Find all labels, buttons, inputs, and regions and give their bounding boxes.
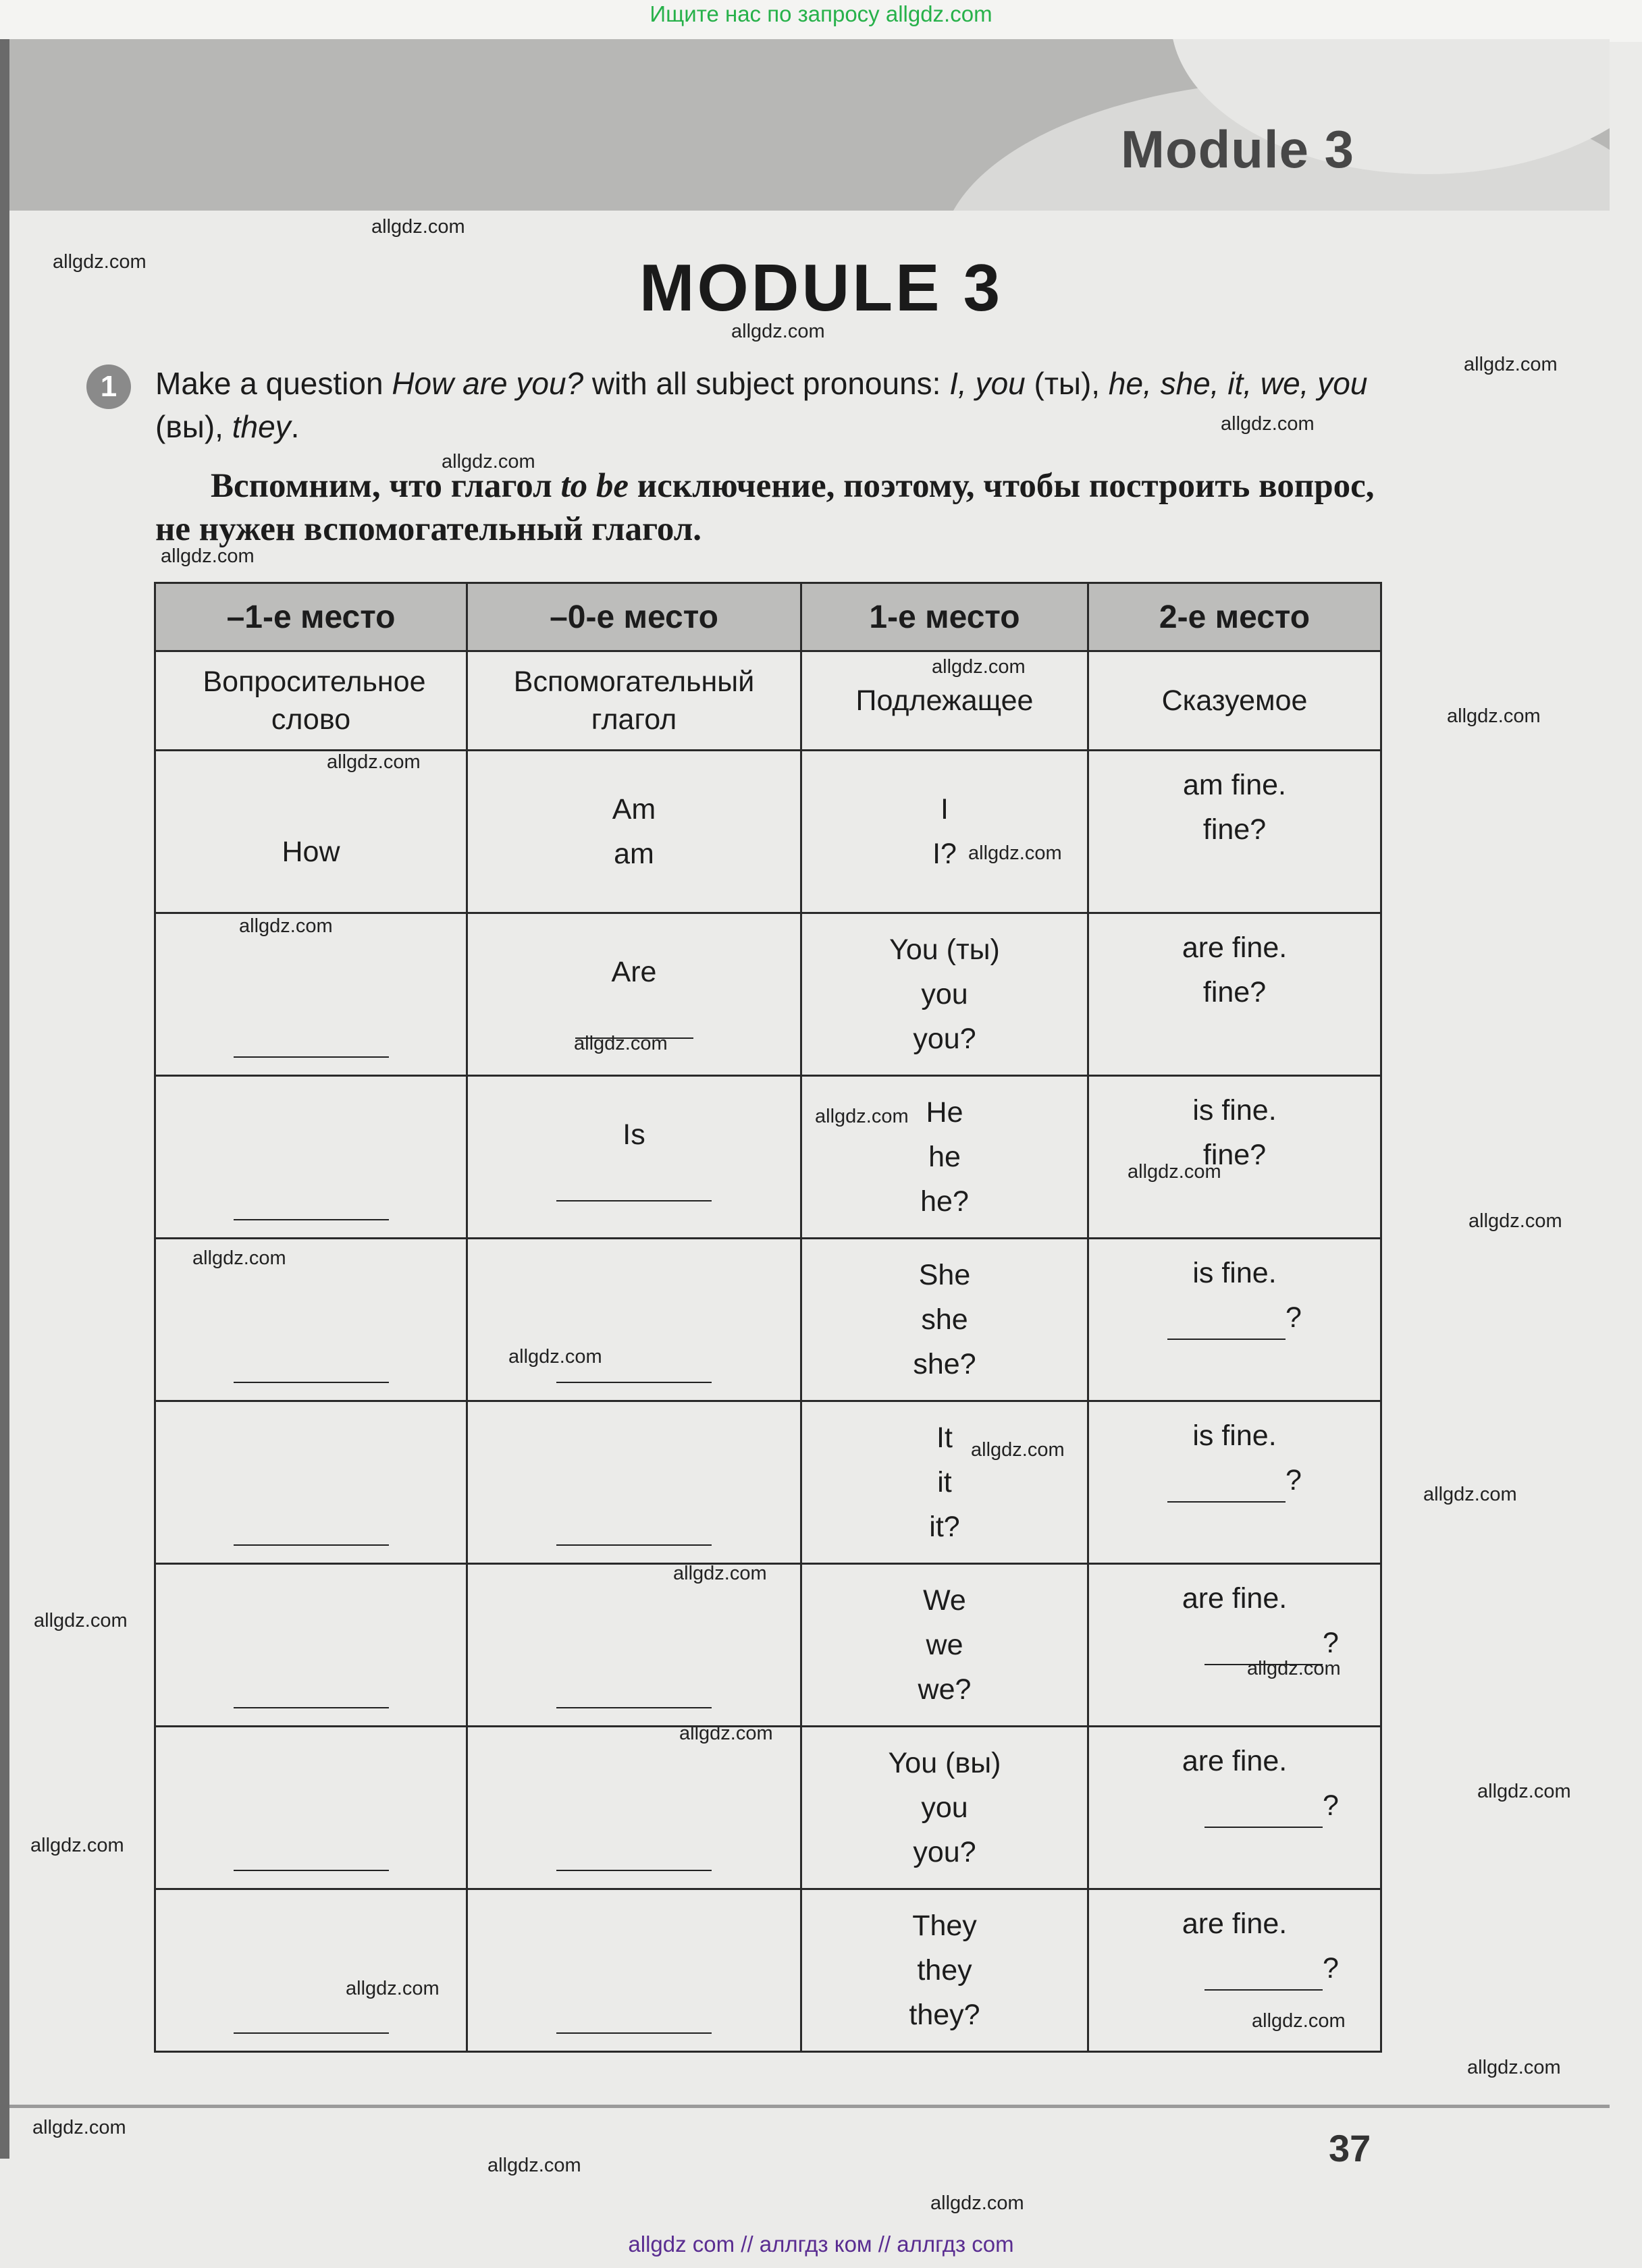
table-subheader-cell bbox=[155, 651, 467, 751]
page-title: MODULE 3 bbox=[639, 250, 1003, 325]
question-word-cell bbox=[155, 1564, 467, 1727]
answer-blank[interactable] bbox=[234, 1519, 389, 1546]
watermark: allgdz.com bbox=[1128, 1161, 1221, 1183]
answer-blank[interactable] bbox=[234, 1193, 389, 1220]
predicate-cell bbox=[1088, 1727, 1381, 1889]
answer-blank[interactable] bbox=[1167, 1476, 1286, 1503]
watermark: allgdz.com bbox=[1467, 2057, 1561, 2078]
predicate-word: are fine. bbox=[1182, 1908, 1288, 1940]
predicate-word: are fine. bbox=[1182, 932, 1288, 964]
task-text-italic: he, she, it, we, you bbox=[1108, 366, 1368, 401]
predicate-cell bbox=[1088, 1889, 1381, 2052]
watermark: allgdz.com bbox=[371, 216, 465, 238]
table-row bbox=[155, 1727, 1381, 1889]
question-word: How bbox=[282, 836, 340, 868]
subject-word: we? bbox=[918, 1673, 972, 1706]
subject-cell bbox=[801, 1564, 1088, 1727]
watermark: allgdz.com bbox=[346, 1978, 440, 1999]
predicate-word: ? bbox=[1286, 1301, 1302, 1334]
predicate-word: ? bbox=[1323, 1627, 1339, 1659]
task-number-badge: 1 bbox=[86, 364, 131, 409]
predicate-cell bbox=[1088, 913, 1381, 1076]
auxiliary-word: Is bbox=[623, 1118, 645, 1151]
table-row bbox=[155, 913, 1381, 1076]
answer-blank[interactable] bbox=[1204, 1638, 1323, 1665]
watermark: allgdz.com bbox=[731, 321, 825, 342]
module-badge: Module 3 bbox=[1121, 119, 1355, 179]
note-text: исключение, поэтому, чтобы построить вопрос, не нужен вспомогательный глагол. bbox=[155, 467, 1375, 548]
predicate-word: ? bbox=[1323, 1952, 1339, 1985]
predicate-word: is fine. bbox=[1192, 1420, 1277, 1452]
word-order-table bbox=[154, 582, 1382, 2053]
subject-word: he bbox=[928, 1141, 961, 1173]
predicate-word: fine? bbox=[1202, 976, 1267, 1008]
subject-word: I bbox=[941, 793, 949, 826]
subject-word: you bbox=[921, 1791, 968, 1824]
question-word-cell bbox=[155, 1076, 467, 1239]
subject-cell bbox=[801, 1727, 1088, 1889]
page-edge-shadow bbox=[0, 39, 9, 2159]
watermark: allgdz.com bbox=[508, 1346, 602, 1368]
table-subheader-cell: Подлежащее bbox=[801, 651, 1088, 751]
answer-blank[interactable] bbox=[556, 1844, 712, 1871]
predicate-word: is fine. bbox=[1192, 1094, 1277, 1127]
predicate-word: are fine. bbox=[1182, 1745, 1288, 1777]
top-site-note[interactable]: Ищите нас по запросу allgdz.com bbox=[650, 1, 992, 26]
watermark: allgdz.com bbox=[30, 1835, 124, 1856]
answer-blank[interactable] bbox=[1204, 1964, 1323, 1991]
task-text: Make a question bbox=[155, 366, 392, 401]
subject-word: You (ты) bbox=[889, 934, 1000, 966]
auxiliary-cell bbox=[467, 1401, 801, 1564]
predicate-word: ? bbox=[1286, 1464, 1302, 1496]
subject-cell bbox=[801, 1076, 1088, 1239]
answer-blank[interactable] bbox=[556, 1174, 712, 1202]
watermark: allgdz.com bbox=[574, 1033, 668, 1054]
watermark: allgdz.com bbox=[1468, 1210, 1562, 1232]
answer-blank[interactable] bbox=[234, 1681, 389, 1708]
subject-word: I? bbox=[932, 838, 957, 870]
watermark: allgdz.com bbox=[161, 545, 255, 567]
table-row bbox=[155, 1564, 1381, 1727]
predicate-cell bbox=[1088, 1076, 1381, 1239]
watermark: allgdz.com bbox=[239, 915, 333, 937]
subject-word: She bbox=[918, 1259, 971, 1291]
table-subheader-row bbox=[155, 651, 1381, 751]
watermark: allgdz.com bbox=[32, 2117, 126, 2138]
watermark: allgdz.com bbox=[1252, 2010, 1346, 2032]
subject-cell bbox=[801, 1889, 1088, 2052]
answer-blank[interactable] bbox=[234, 2007, 389, 2034]
answer-blank[interactable] bbox=[556, 2007, 712, 2034]
subject-word: they bbox=[917, 1954, 972, 1987]
answer-blank[interactable] bbox=[556, 1681, 712, 1708]
subject-word: they? bbox=[909, 1999, 980, 2031]
auxiliary-word: Am bbox=[612, 793, 656, 826]
table-row bbox=[155, 1239, 1381, 1401]
task-instruction bbox=[155, 362, 1384, 448]
table-header-cell: –1-е место bbox=[155, 583, 467, 651]
task-text-italic: they bbox=[232, 409, 291, 444]
answer-blank[interactable] bbox=[234, 1356, 389, 1383]
watermark: allgdz.com bbox=[930, 2192, 1024, 2214]
page-number: 37 bbox=[1329, 2127, 1371, 2169]
predicate-word: fine? bbox=[1202, 813, 1267, 846]
predicate-cell bbox=[1088, 1401, 1381, 1564]
auxiliary-word: Are bbox=[611, 956, 657, 988]
predicate-word: fine? bbox=[1202, 1139, 1267, 1171]
module-header-band bbox=[9, 39, 1610, 211]
question-word-cell bbox=[155, 1239, 467, 1401]
subject-cell bbox=[801, 1239, 1088, 1401]
subheader-text: Вопросительное слово bbox=[203, 666, 426, 736]
subject-word: she? bbox=[913, 1348, 976, 1380]
watermark: allgdz.com bbox=[1247, 1658, 1341, 1679]
table-row bbox=[155, 1889, 1381, 2052]
answer-blank[interactable] bbox=[575, 1012, 693, 1039]
task-text: (вы), bbox=[155, 409, 232, 444]
watermark: allgdz.com bbox=[53, 251, 147, 273]
auxiliary-cell bbox=[467, 1727, 801, 1889]
watermark: allgdz.com bbox=[34, 1610, 128, 1631]
subject-word: he? bbox=[920, 1185, 969, 1218]
watermark: allgdz.com bbox=[968, 842, 1062, 864]
question-word-cell bbox=[155, 1889, 467, 2052]
watermark: allgdz.com bbox=[679, 1723, 773, 1744]
auxiliary-cell bbox=[467, 1564, 801, 1727]
subject-word: she bbox=[921, 1303, 968, 1336]
footer-rule bbox=[9, 2105, 1610, 2108]
table-row bbox=[155, 751, 1381, 913]
answer-blank[interactable] bbox=[1204, 1801, 1323, 1828]
watermark: allgdz.com bbox=[1423, 1484, 1517, 1505]
table-subheader-cell: Сказуемое bbox=[1088, 651, 1381, 751]
watermark: allgdz.com bbox=[1447, 705, 1541, 727]
predicate-word: am fine. bbox=[1183, 769, 1286, 801]
subject-word: You (вы) bbox=[888, 1747, 1001, 1779]
task-text: with all subject pronouns: bbox=[583, 366, 950, 401]
predicate-word: ? bbox=[1323, 1789, 1339, 1822]
subject-word: it bbox=[937, 1466, 952, 1498]
predicate-cell bbox=[1088, 1239, 1381, 1401]
subject-word: you? bbox=[913, 1023, 976, 1055]
table-header-row bbox=[155, 583, 1381, 651]
subheader-text: Вспомогательный глагол bbox=[513, 666, 755, 736]
grammar-note bbox=[155, 464, 1384, 551]
auxiliary-cell bbox=[467, 1076, 801, 1239]
question-word-cell bbox=[155, 913, 467, 1076]
subject-word: They bbox=[912, 1910, 977, 1942]
question-word-cell bbox=[155, 751, 467, 913]
watermark: allgdz.com bbox=[487, 2155, 581, 2176]
task-text-italic: I, you bbox=[949, 366, 1026, 401]
subject-cell bbox=[801, 1401, 1088, 1564]
predicate-cell bbox=[1088, 1564, 1381, 1727]
predicate-word: is fine. bbox=[1192, 1257, 1277, 1289]
subject-cell bbox=[801, 751, 1088, 913]
subject-word: it? bbox=[929, 1511, 960, 1543]
task-text: . bbox=[290, 409, 300, 444]
note-text: Вспомним, что глагол bbox=[211, 467, 561, 505]
watermark: allgdz.com bbox=[1221, 413, 1315, 435]
predicate-cell bbox=[1088, 751, 1381, 913]
watermark: allgdz.com bbox=[1464, 354, 1558, 375]
auxiliary-cell bbox=[467, 913, 801, 1076]
predicate-word: are fine. bbox=[1182, 1582, 1288, 1615]
table-row bbox=[155, 1076, 1381, 1239]
table-header-cell: 1-е место bbox=[801, 583, 1088, 651]
answer-blank[interactable] bbox=[556, 1519, 712, 1546]
table-header-cell: 2-е место bbox=[1088, 583, 1381, 651]
table-header-cell: –0-е место bbox=[467, 583, 801, 651]
note-text-italic: to be bbox=[560, 467, 629, 505]
task-text: (ты), bbox=[1025, 366, 1109, 401]
watermark: allgdz.com bbox=[192, 1247, 286, 1269]
auxiliary-cell bbox=[467, 1889, 801, 2052]
subject-word: you? bbox=[913, 1836, 976, 1868]
watermark: allgdz.com bbox=[673, 1563, 767, 1584]
subject-word: He bbox=[926, 1096, 963, 1129]
answer-blank[interactable] bbox=[234, 1031, 389, 1058]
watermark: allgdz.com bbox=[932, 656, 1026, 678]
bottom-site-note[interactable]: allgdz com // аллгдз ком // аллгдз com bbox=[628, 2232, 1014, 2257]
answer-blank[interactable] bbox=[1167, 1313, 1286, 1340]
answer-blank[interactable] bbox=[234, 1844, 389, 1871]
watermark: allgdz.com bbox=[815, 1106, 909, 1127]
subject-word: It bbox=[936, 1422, 953, 1454]
auxiliary-word: am bbox=[614, 838, 654, 870]
subject-cell bbox=[801, 913, 1088, 1076]
watermark: allgdz.com bbox=[327, 751, 421, 773]
auxiliary-cell bbox=[467, 1239, 801, 1401]
watermark: allgdz.com bbox=[971, 1439, 1065, 1461]
watermark: allgdz.com bbox=[442, 451, 535, 473]
watermark: allgdz.com bbox=[1477, 1781, 1571, 1802]
question-word-cell bbox=[155, 1727, 467, 1889]
task-text-italic: How are you? bbox=[392, 366, 584, 401]
table-subheader-cell bbox=[467, 651, 801, 751]
subject-word: you bbox=[921, 978, 968, 1010]
answer-blank[interactable] bbox=[556, 1356, 712, 1383]
auxiliary-cell bbox=[467, 751, 801, 913]
table-row bbox=[155, 1401, 1381, 1564]
subject-word: We bbox=[923, 1584, 966, 1617]
question-word-cell bbox=[155, 1401, 467, 1564]
subject-word: we bbox=[926, 1629, 963, 1661]
